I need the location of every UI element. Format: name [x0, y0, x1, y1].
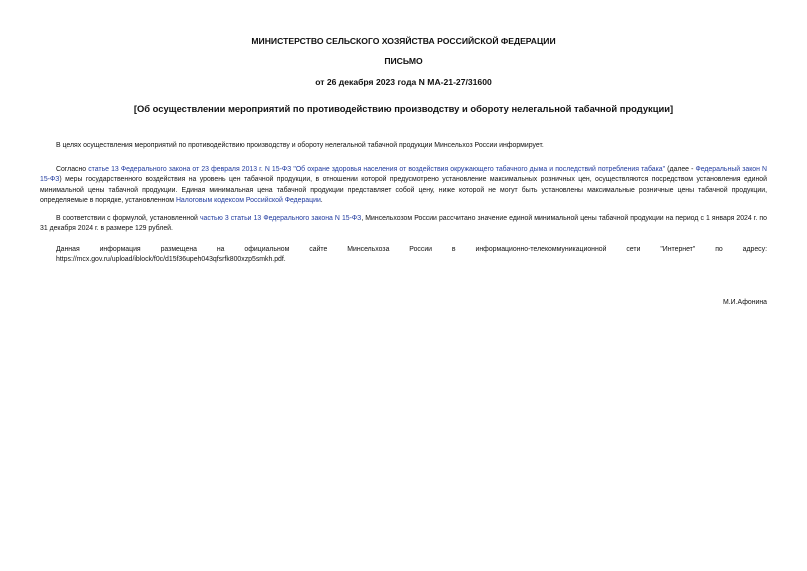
p2-mid1: (далее -	[665, 166, 696, 173]
p2-mid2: ) меры государственного воздействия на уровень цен табачной продукции, в отношении которой предусмотрено установление максимальных розничных цен, осуществляются посредством установления единой минимальной цены табачной продукции. Единая минимальная цена табачной продукции представляет собой цену, ниже которой не могут быть установлены максимальные розничные цены табачной продукции, определяемые в порядке, установленном	[40, 176, 767, 205]
ministry-title: МИНИСТЕРСТВО СЕЛЬСКОГО ХОЗЯЙСТВА РОССИЙСКОЙ ФЕДЕРАЦИИ	[251, 36, 556, 46]
paragraph-4-line-1: Данная информация размещена на официальном сайте Минсельхоза России в информационно-телекоммуникационной сети "Интернет" по адресу:	[56, 246, 767, 253]
document-type: ПИСЬМО	[384, 56, 423, 66]
paragraph-2	[40, 165, 767, 207]
link-part-3-article-13[interactable]: частью 3 статьи 13 Федерального закона N 15-ФЗ	[199, 215, 362, 222]
p3-post: , Минсельхозом России рассчитано значение единой минимальной цены табачной продукции на период с 1 января 2024 г. по 31 декабря 2024 г. в размере 129 рублей.	[40, 215, 767, 233]
link-federal-law-15fz[interactable]: Федеральный закон N 15-ФЗ	[40, 166, 767, 184]
paragraph-4-url: https://mcx.gov.ru/upload/iblock/f0c/d15f36upeh043qfsrfk800xzp5smkh.pdf.	[56, 256, 286, 263]
p3-pre: В соответствии с формулой, установленной	[56, 215, 200, 222]
date-number: от 26 декабря 2023 года N МА-21-27/31600	[315, 77, 492, 87]
p2-end: .	[320, 197, 323, 205]
paragraph-3	[40, 214, 767, 235]
signature: М.И.Афонина	[723, 299, 767, 306]
link-tax-code[interactable]: Налоговым кодексом Российской Федерации	[175, 197, 321, 205]
link-article-13-law-15fz[interactable]: статье 13 Федерального закона от 23 февраля 2013 г. N 15-ФЗ "Об охране здоровья населения от воздействия окружающего табачного дыма и последствий потребления табака"	[88, 166, 666, 173]
paragraph-1: В целях осуществления мероприятий по противодействию производству и обороту нелегальной табачной продукции Минсельхоз России информирует.	[56, 142, 544, 149]
subject-title: [Об осуществлении мероприятий по противодействию производству и обороту нелегальной табачной продукции]	[133, 103, 674, 114]
p2-pre: Согласно	[56, 166, 89, 173]
